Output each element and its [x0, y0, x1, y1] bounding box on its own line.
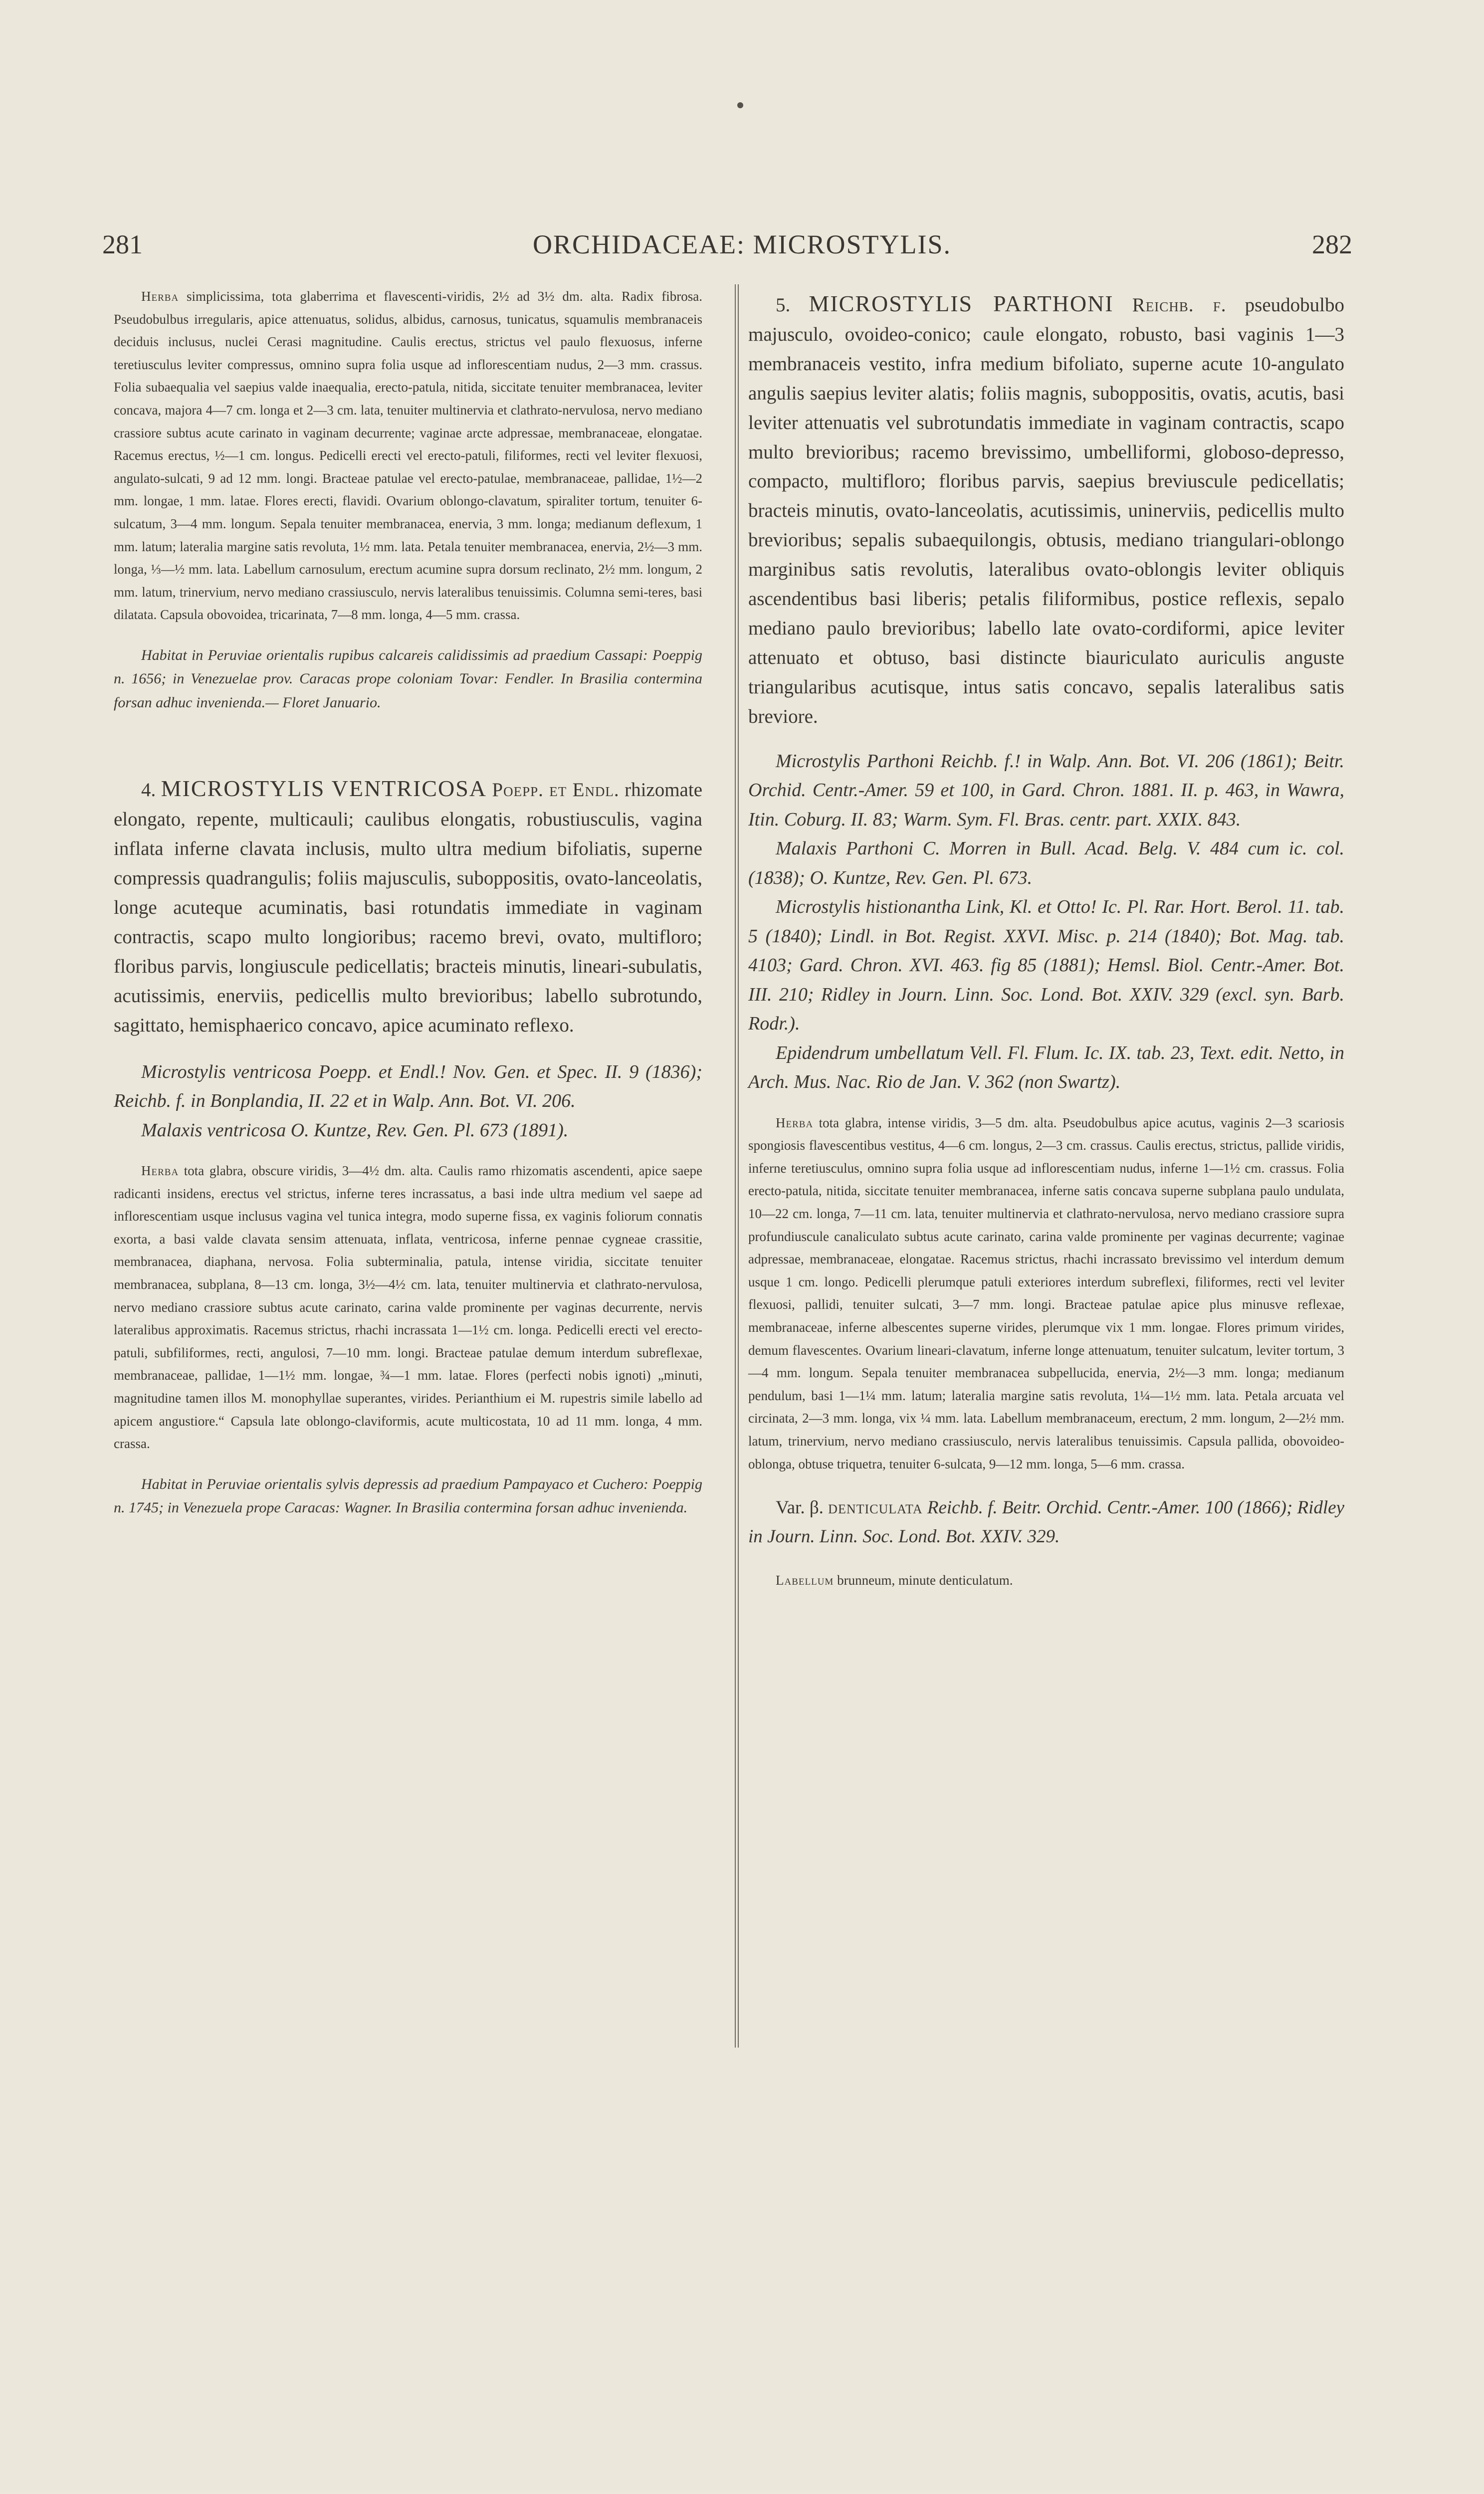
right-page-number: 282: [1312, 229, 1352, 259]
left-page-number: 281: [102, 229, 143, 259]
citation-microstylis-histionantha: Microstylis histionantha Link, Kl. et Otto! Ic. Pl. Rar. Hort. Berol. 11. tab. 5 (1840); Lindl. in Bot. Regist. XXVI. Misc. p. 214 (1840); Bot. Mag. tab. 4103; Gard. Chron. XVI. 463. fig 85 (1881); Hemsl. Biol. Centr.-Amer. Bot. III. 210; Ridley in Journ. Linn. Soc. Lond. Bot. XXIV. 329 (excl. syn. Barb. Rodr.).: [748, 896, 1344, 1035]
variety-description: Labellum brunneum, minute denticulatum.: [776, 1573, 1013, 1588]
citation-microstylis-parthoni: Microstylis Parthoni Reichb. f.! in Walp. Ann. Bot. VI. 206 (1861); Beitr. Orchid. Centr.-Amer. 59 et 100, in Gard. Chron. 1881. II. p. 463, in Wawra, Itin. Coburg. II. 83; Warm. Sym. Fl. Bras. centr. part. XXIX. 843.: [748, 750, 1344, 830]
variety-name: denticulata: [828, 1497, 923, 1518]
habitat-paragraph: Habitat in Peruviae orientalis rupibus calcareis calidissimis ad praedium Cassapi: Poeppig n. 1656; in Venezuelae prov. Caracas prope coloniam Tovar: Fendler. In Brasilia contermina forsan adhuc invenienda.— Floret Januario.: [114, 646, 702, 711]
citation-malaxis-ventricosa: Malaxis ventricosa O. Kuntze, Rev. Gen. Pl. 673 (1891).: [141, 1119, 569, 1141]
description-paragraph-herba-simplicissima: Herba simplicissima, tota glaberrima et flavescenti-viridis, 2½ ad 3½ dm. alta. Radix fibrosa. Pseudobulbus irregularis, apice attenuatus, solidus, albidus, carnosus, tunicatus, squamulis membranaceis deciduis inclusus, nuclei Cerasi magnitudine. Caulis erectus, strictus vel paulo flexuosus, inferne teretiusculus leviter compressus, omnino supra folia usque ad inflorescentiam nudus, 2—3 mm. crassus. Folia subaequalia vel saepius valde inaequalia, erecto-patula, nitida, siccitate tenuiter membranacea, leviter concava, majora 4—7 cm. longa et 2—3 cm. lata, tenuiter multinervia et clathrato-nervulosa, nervo mediano crassiore subtus acute carinato in vaginam decurrente; vaginae arcte adpressae, membranaceae, elongatae. Racemus erectus, ½—1 cm. longus. Pedicelli erecti vel erecto-patuli, filiformes, recti vel leviter flexuosi, angulato-sulcati, 9 ad 12 mm. longi. Bracteae patulae vel erecto-patulae, membranaceae, pallidae, 1½—2 mm. longae, 1 mm. latae. Flores erecti, flavidi. Ovarium oblongo-clavatum, spiraliter tortum, tenuiter 6-sulcatum, 3—4 mm. longum. Sepala tenuiter membranacea, enervia, 3 mm. longa; medianum deflexum, 1 mm. latum; lateralia margine satis revoluta, 1½ mm. lata. Petala tenuiter membranacea, enervia, 2½—3 mm. longa, ⅓—½ mm. lata. Labellum carnosulum, erectum acumine supra dorsum reclinato, 2½ mm. longum, 2 mm. latum, trinervium, nervo mediano crassiusculo, nervis lateralibus tenuissimis. Columna semi-teres, basi dilatata. Capsula obovoidea, tricarinata, 7—8 mm. longa, 4—5 mm. crassa.: [114, 289, 702, 623]
right-column: [748, 289, 1344, 1592]
left-column: [114, 285, 702, 1520]
species-5-name: MICROSTYLIS PARTHONI: [809, 291, 1114, 316]
description-paragraph-herba-tota-glabra: Herba tota glabra, obscure viridis, 3—4½ dm. alta. Caulis ramo rhizomatis ascendenti, apice saepe radicanti insidens, erectus vel strictus, inferne teres incrassatus, a basi inde ultra medium vel saepe ad inflorescentiam usque inclusus vagina vel tunica integra, modo superne fissa, ex vaginis foliorum connatis exorta, a basi valde clavata sensim attenuata, inflata, ventricosa, inferne pennae cygneae crassitie, membranacea, diaphana, nervosa. Folia subterminalia, patula, intense viridia, siccitate tenuiter membranacea, subplana, 8—13 cm. longa, 3½—4½ cm. lata, tenuiter multinervia et clathrato-nervulosa, nervo mediano crassiore subtus acute carinato, carina valde prominente per vaginas decurrente, nervis lateralibus approximatis. Racemus strictus, rhachi incrassata 1—1½ cm. longa. Pedicelli erecti vel erecto-patuli, subfiliformes, recti, angulosi, 7—10 mm. longi. Bracteae patulae demum interdum subreflexae, membranaceae, pallidae, 1—1½ mm. longae, ¾—1 mm. latae. Flores (perfecti nobis ignoti) „minuti, magnitudine tamen illos M. monophyllae superantes, virides. Perianthium ei M. rupestris simile labello ad apicem angustiore.“ Capsula late oblongo-claviformis, acute multicostata, 10 ad 11 mm. longa, 4 mm. crassa.: [114, 1163, 702, 1452]
species-5-author: Reichb. f.: [1132, 294, 1227, 316]
species-4-name: MICROSTYLIS VENTRICOSA: [161, 776, 487, 802]
habitat-paragraph-2: Habitat in Peruviae orientalis sylvis depressis ad praedium Pampayaco et Cuchero: Poeppig n. 1745; in Venezuela prope Caracas: Wagner. In Brasilia contermina forsan adhuc invenienda.: [114, 1475, 702, 1516]
description-paragraph-parthoni: Herba tota glabra, intense viridis, 3—5 dm. alta. Pseudobulbus apice acutus, vaginis 2—3 scariosis spongiosis flavescentibus vestitus, 4—6 cm. longus, 2—3 cm. crassus. Caulis erectus, strictus, pallide viridis, inferne teretiusculus, omnino supra folia usque ad inflorescentiam nudus, inferne 1—1½ cm. crassus. Folia erecto-patula, nitida, siccitate tenuiter membranacea, inferne satis concava superne subplana paulo undulata, 10—22 cm. longa, 7—11 cm. lata, tenuiter multinervia et clathrato-nervulosa, nervo mediano crassiore supra profundiuscule canaliculato subtus acute carinato, carina valde prominente per vaginas decurrente; vaginae adpressae, membranaceae, elongatae. Racemus strictus, rhachi incrassato brevissimo vel interdum demum usque 1 cm. longo. Pedicelli plerumque patuli exteriores interdum subreflexi, filiformes, recti vel leviter flexuosi, pallidi, tenuiter sulcati, 3—7 mm. longi. Bracteae patulae apice plus minusve reflexae, membranaceae, inferne albescentes superne virides, plerumque vix 1 mm. longae. Flores primum virides, demum flavescentes. Ovarium lineari-clavatum, inferne longe attenuatum, tenuiter sulcatum, leviter tortum, 3—4 mm. longum. Sepala tenuiter membranacea subpellucida, enervia, 2½—3 mm. longa; medianum pendulum, basi 1—1¼ mm. latum; lateralia margine satis revoluta, 1¼—1½ mm. lata. Petala arcuata vel circinata, 2—3 mm. longa, vix ¼ mm. lata. Labellum membranaceum, erectum, 2 mm. longum, 2—2½ mm. latum, trinervium, nervo mediano crassiusculo, nervis lateralibus tenuissimis. Capsula pallida, obovoideo-oblonga, obtuse triquetra, tenuiter 6-sulcata, 9—12 mm. longa, 5—6 mm. crassa.: [748, 1115, 1344, 1471]
species-4-diagnosis: 4. MICROSTYLIS VENTRICOSA Poepp. et Endl. rhizomate elongato, repente, multicauli; caulibus elongatis, robustiusculis, vagina inflata inferne clavata inclusis, multo ultra medium bifoliatis, superne compressis quadrangulis; foliis majusculis, suboppositis, ovato-lanceolatis, longe acuteque acuminatis, basi rotundatis immediate in vaginam contractis, scapo multo longioribus; racemo brevi, ovato, multifloro; floribus parvis, longiuscule pedicellatis; bracteis minutis, lineari-subulatis, acutissimis, enerviis, pedicellis multo brevioribus; labello subrotundo, sagittato, hemisphaerico concavo, apice acuminato reflexo.: [114, 776, 702, 1036]
species-5-diagnosis: 5. MICROSTYLIS PARTHONI Reichb. f. pseudobulbo majusculo, ovoideo-conico; caule elongato, robusto, basi vaginis 1—3 membranaceis vestito, infra medium bifoliato, superne acute 10-angulato angulis saepius leviter alatis; foliis magnis, suboppositis, ovatis, acutis, basi leviter attenuatis vel subrotundatis immediate in vaginam contractis, scapo multo brevioribus; racemo brevissimo, umbelliformi, globoso-depresso, compacto, multifloro; floribus parvis, saepius breviuscule pedicellatis; bracteis minutis, ovato-lanceolatis, acutissimis, uninerviis, pedicellis multo brevioribus; sepalis subaequilongis, obtusis, mediano triangulari-oblongo marginibus satis revolutis, lateralibus ovato-oblongis leviter obliquis ascendentibus basi liberis; petalis filiformibus, postice reflexis, sepalo mediano paulo brevioribus; labello late ovato-cordiformi, apice leviter attenuato et obtuso, basi distincte biauriculato auriculis anguste triangularibus acutisque, intus satis concavo, sepalis lateralibus satis breviore.: [748, 291, 1344, 727]
running-title: ORCHIDACEAE: MICROSTYLIS.: [532, 229, 952, 259]
variety-denticulata: Var. β. denticulata Reichb. f. Beitr. Orchid. Centr.-Amer. 100 (1866); Ridley in Journ. Linn. Soc. Lond. Bot. XXIV. 329.: [748, 1497, 1344, 1547]
citation-malaxis-parthoni: Malaxis Parthoni C. Morren in Bull. Acad. Belg. V. 484 cum ic. col. (1838); O. Kuntze, Rev. Gen. Pl. 673.: [748, 838, 1344, 888]
citation-microstylis-ventricosa: Microstylis ventricosa Poepp. et Endl.! Nov. Gen. et Spec. II. 9 (1836); Reichb. f. in Bonplandia, II. 22 et in Walp. Ann. Bot. VI. 206.: [114, 1061, 702, 1112]
species-4-author: Poepp. et Endl.: [492, 779, 620, 801]
page-mark-dot: [737, 102, 743, 108]
column-divider: [735, 284, 739, 2048]
citation-epidendrum-umbellatum: Epidendrum umbellatum Vell. Fl. Flum. Ic. IX. tab. 23, Text. edit. Netto, in Arch. Mus. Nac. Rio de Jan. V. 362 (non Swartz).: [748, 1042, 1344, 1093]
